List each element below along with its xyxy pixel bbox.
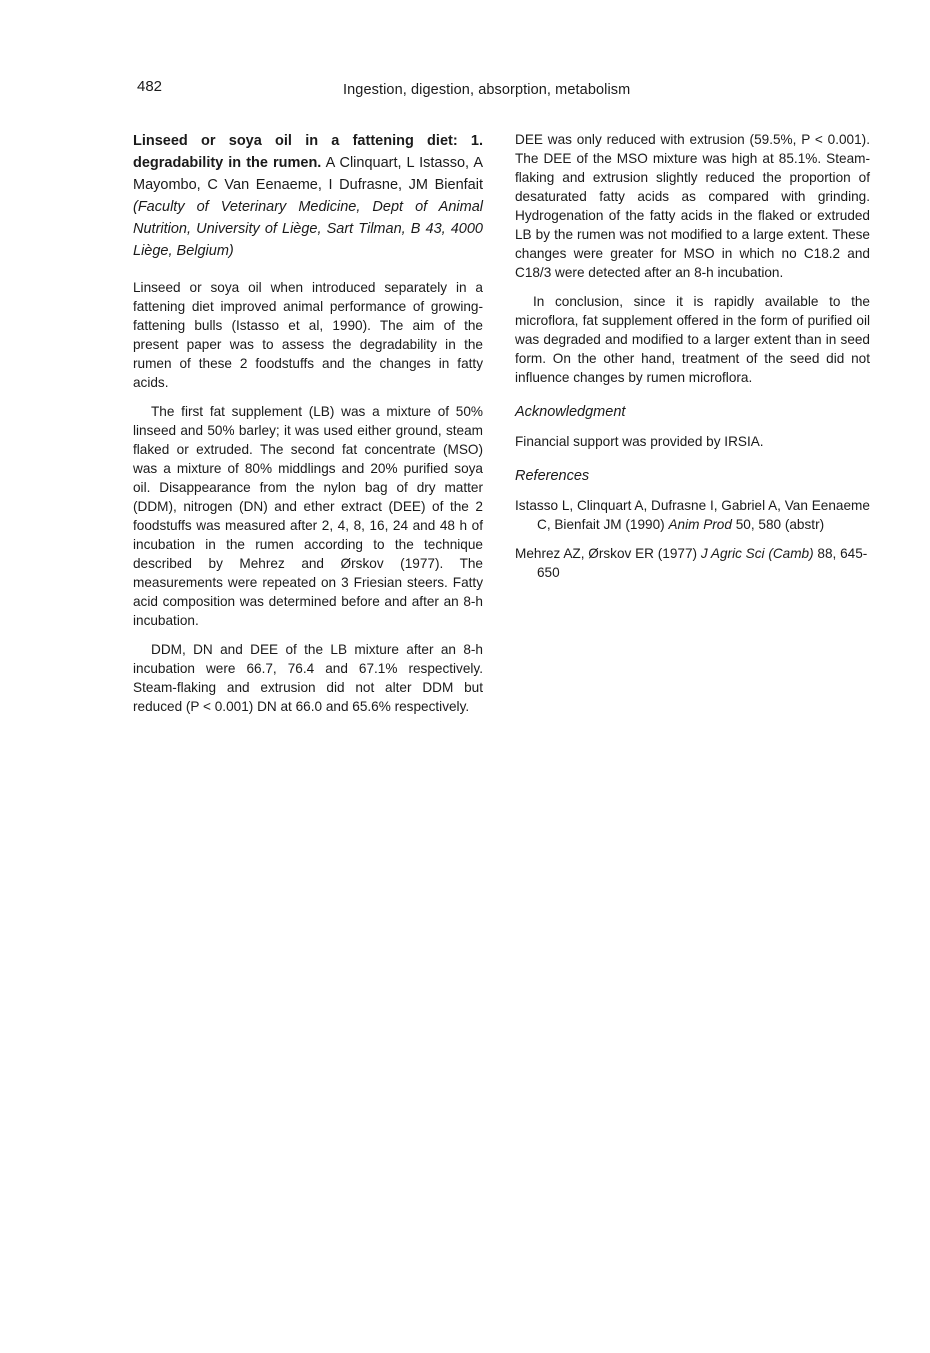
- right-column: [515, 130, 870, 592]
- acknowledgment-heading: Acknowledgment: [515, 404, 626, 420]
- reference-journal: J Agric Sci (Camb): [700, 546, 814, 561]
- paragraph-conclusion: In conclusion, since it is rapidly available to the microflora, fat supplement offered in the form of purified oil was degraded and modified to a larger extent than in seed form. On the other hand, treatment of the seed did not influence changes by rumen microflora.: [515, 294, 870, 385]
- reference-journal: Anim Prod: [668, 517, 732, 532]
- article-affiliation: (Faculty of Veterinary Medicine, Dept of Animal Nutrition, University of Liège, Sart Tilman, B 43, 4000 Liège, Belgium): [133, 199, 483, 259]
- paragraph-results: DDM, DN and DEE of the LB mixture after an 8-h incubation were 66.7, 76.4 and 67.1% respectively. Steam-flaking and extrusion did not alter DDM but reduced (P < 0.001) DN at 66.0 and 65.6% respectively.: [133, 642, 483, 714]
- left-column: [133, 130, 483, 716]
- paragraph-methods: The first fat supplement (LB) was a mixture of 50% linseed and 50% barley; it was used either ground, steam flaked or extruded. The second fat concentrate (MSO) was a mixture of 80% middlings and 20% purified soya oil. Disappearance from the nylon bag of dry matter (DDM), nitrogen (DN) and ether extract (DEE) of the 2 foodstuffs was measured after 2, 4, 8, 16, 24 and 48 h of incubation in the rumen according to the technique described by Mehrez and Ørskov (1977). The measurements were repeated on 3 Friesian steers. Fatty acid composition was determined before and after an 8-h incubation.: [133, 404, 483, 628]
- references-heading: References: [515, 468, 590, 484]
- page-number: 482: [137, 78, 163, 95]
- reference-details: 50, 580 (abstr): [735, 517, 825, 532]
- reference-item: [515, 544, 870, 582]
- reference-authors: Istasso L, Clinquart A, Dufrasne I, Gabriel A, Van Eenaeme C, Bienfait JM (1990): [515, 498, 870, 532]
- reference-details: 88, 645-650: [537, 546, 868, 580]
- running-head: Ingestion, digestion, absorption, metabolism: [343, 82, 631, 98]
- reference-item: [515, 496, 870, 534]
- paragraph-intro: Linseed or soya oil when introduced separately in a fattening diet improved animal performance of growing-fattening bulls (Istasso et al, 1990). The aim of the present paper was to assess the degradability in the rumen of these 2 foodstuffs and the changes in fatty acids.: [133, 280, 483, 390]
- paragraph-results-continued: DEE was only reduced with extrusion (59.5%, P < 0.001). The DEE of the MSO mixture was high at 85.1%. Steam-flaking and extrusion slightly reduced the proportion of desaturated fatty acids as compared with grinding. Hydrogenation of the fatty acids in the flaked or extruded LB by the rumen was not modified to a large extent. These changes were greater for MSO in which no C18.2 and C18/3 were detected after an 8-h incubation.: [515, 132, 870, 280]
- article-title: Linseed or soya oil in a fattening diet: 1. degradability in the rumen.: [133, 133, 483, 171]
- reference-authors: Mehrez AZ, Ørskov ER (1977): [515, 546, 698, 561]
- acknowledgment-text: Financial support was provided by IRSIA.: [515, 434, 764, 449]
- article-authors: A Clinquart, L Istasso, A Mayombo, C Van Eenaeme, I Dufrasne, JM Bienfait: [133, 155, 483, 193]
- article-heading: [133, 130, 483, 262]
